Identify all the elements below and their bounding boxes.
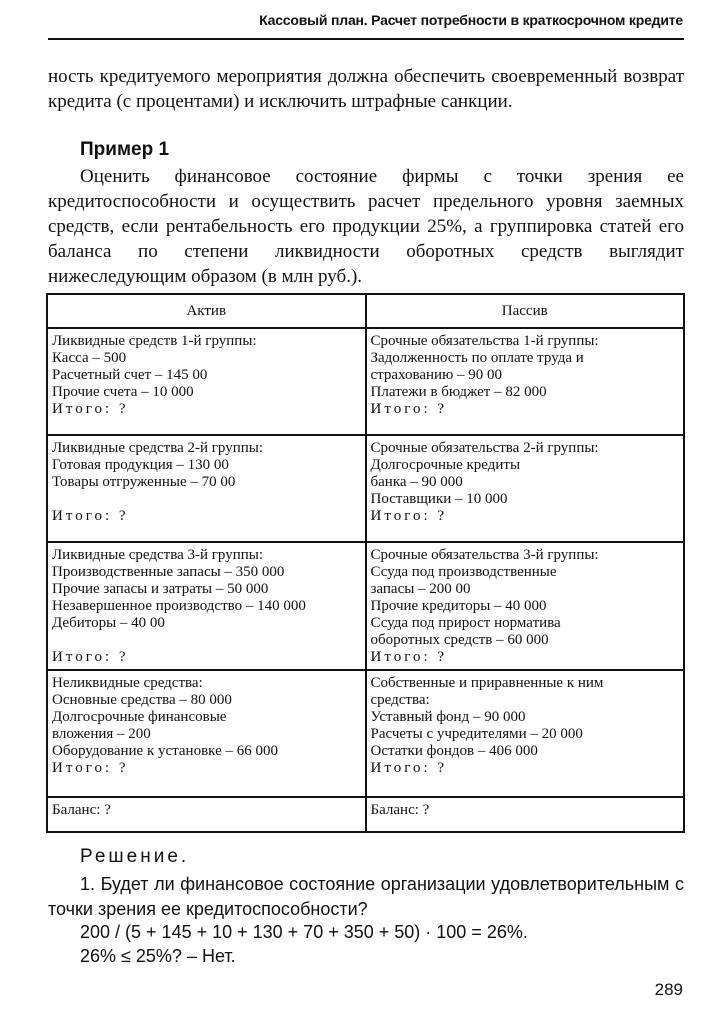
assets-total: Итого: ? <box>52 649 129 665</box>
table-row <box>47 670 684 797</box>
liabilities-item: Прочие кредиторы – 40 000 <box>370 598 547 614</box>
liabilities-item: Расчеты с учредителями – 20 000 <box>370 726 583 742</box>
page-number: 289 <box>654 980 683 999</box>
table-row <box>47 435 684 542</box>
assets-cell <box>47 435 366 542</box>
table-row <box>47 542 684 670</box>
liabilities-item: Ссуда под прирост норматива <box>370 615 561 631</box>
liabilities-item: Поставщики – 10 000 <box>370 491 508 507</box>
assets-total: Итого: ? <box>52 401 129 417</box>
assets-group-title: Неликвидные средства: <box>52 675 203 691</box>
liabilities-item: запасы – 200 00 <box>370 581 471 597</box>
intro-paragraph: ность кредитуемого мероприятия должна обеспечить своевременный возврат кредита (с процентами) и исключить штрафные санкции. <box>48 66 684 112</box>
table-row <box>47 328 684 435</box>
solution-formula: 200 / (5 + 145 + 10 + 130 + 70 + 350 + 50) · 100 = 26%. <box>80 922 528 942</box>
liabilities-group-title: Срочные обязательства 3-й группы: <box>370 547 599 563</box>
assets-item: Дебиторы – 40 00 <box>52 615 165 631</box>
assets-cell <box>47 328 366 435</box>
assets-item: Прочие запасы и затраты – 50 000 <box>52 581 269 597</box>
assets-item: Готовая продукция – 130 00 <box>52 457 229 473</box>
liabilities-total: Итого: ? <box>370 508 448 524</box>
liabilities-item: оборотных средств – 60 000 <box>370 632 549 648</box>
liabilities-item: Уставный фонд – 90 000 <box>370 709 526 725</box>
assets-header: Актив <box>47 294 366 328</box>
blank-line <box>52 632 361 649</box>
liabilities-total: Итого: ? <box>370 760 448 776</box>
liabilities-item: страхованию – 90 00 <box>370 367 503 383</box>
liabilities-item: Остатки фондов – 406 000 <box>370 743 538 759</box>
liabilities-cell <box>366 670 685 797</box>
liabilities-balance: Баланс: ? <box>366 797 685 832</box>
assets-cell <box>47 542 366 670</box>
liabilities-group-title: Собственные и приравненные к ним <box>370 675 604 691</box>
assets-item: Товары отгруженные – 70 00 <box>52 474 236 490</box>
solution-answer: 26% ≤ 25%? – Нет. <box>80 946 236 966</box>
assets-balance: Баланс: ? <box>47 797 366 832</box>
assets-item: Основные средства – 80 000 <box>52 692 232 708</box>
assets-item: Расчетный счет – 145 00 <box>52 367 208 383</box>
liabilities-cell <box>366 435 685 542</box>
header-rule <box>48 38 684 40</box>
liabilities-group-title: Срочные обязательства 1-й группы: <box>370 333 599 349</box>
solution-title: Решение. <box>80 846 190 867</box>
blank-line <box>52 491 361 508</box>
liabilities-item: Долгосрочные кредиты <box>370 457 521 473</box>
balance-table <box>46 293 685 833</box>
assets-item: Прочие счета – 10 000 <box>52 384 194 400</box>
table-header-row <box>47 294 684 328</box>
liabilities-group-title: Срочные обязательства 2-й группы: <box>370 440 599 456</box>
example-title: Пример 1 <box>80 139 170 160</box>
assets-group-title: Ликвидные средства 2-й группы: <box>52 440 264 456</box>
liabilities-item: Задолженность по оплате труда и <box>370 350 584 366</box>
liabilities-total: Итого: ? <box>370 649 448 665</box>
example-text: Оценить финансовое состояние фирмы с точки зрения ее кредитоспособности и осуществить расчет предельного уровня заемных средств, если рентабельность его продукции 25%, а группировка статей его баланса по степени ликвидности оборотных средств выглядит нижеследующим образом (в млн руб.). <box>48 166 684 287</box>
liabilities-cell <box>366 542 685 670</box>
assets-total: Итого: ? <box>52 760 129 776</box>
solution-question: 1. Будет ли финансовое состояние организации удовлетворительным с точки зрения ее кредитоспособности? <box>48 874 684 919</box>
assets-total: Итого: ? <box>52 508 129 524</box>
assets-group-title: Ликвидные средств 1-й группы: <box>52 333 257 349</box>
liabilities-cell <box>366 328 685 435</box>
liabilities-item: банка – 90 000 <box>370 474 463 490</box>
assets-item: Долгосрочные финансовые <box>52 709 227 725</box>
liabilities-item: Платежи в бюджет – 82 000 <box>370 384 547 400</box>
assets-item: Касса – 500 <box>52 350 127 366</box>
liabilities-group-title: средства: <box>370 692 430 708</box>
running-head: Кассовый план. Расчет потребности в краткосрочном кредите <box>259 12 683 28</box>
assets-item: Незавершенное производство – 140 000 <box>52 598 306 614</box>
liabilities-header: Пассив <box>366 294 685 328</box>
assets-item: Оборудование к установке – 66 000 <box>52 743 278 759</box>
assets-group-title: Ликвидные средства 3-й группы: <box>52 547 264 563</box>
assets-item: вложения – 200 <box>52 726 151 742</box>
balance-row <box>47 797 684 832</box>
liabilities-total: Итого: ? <box>370 401 448 417</box>
assets-item: Производственные запасы – 350 000 <box>52 564 285 580</box>
liabilities-item: Ссуда под производственные <box>370 564 557 580</box>
assets-cell <box>47 670 366 797</box>
